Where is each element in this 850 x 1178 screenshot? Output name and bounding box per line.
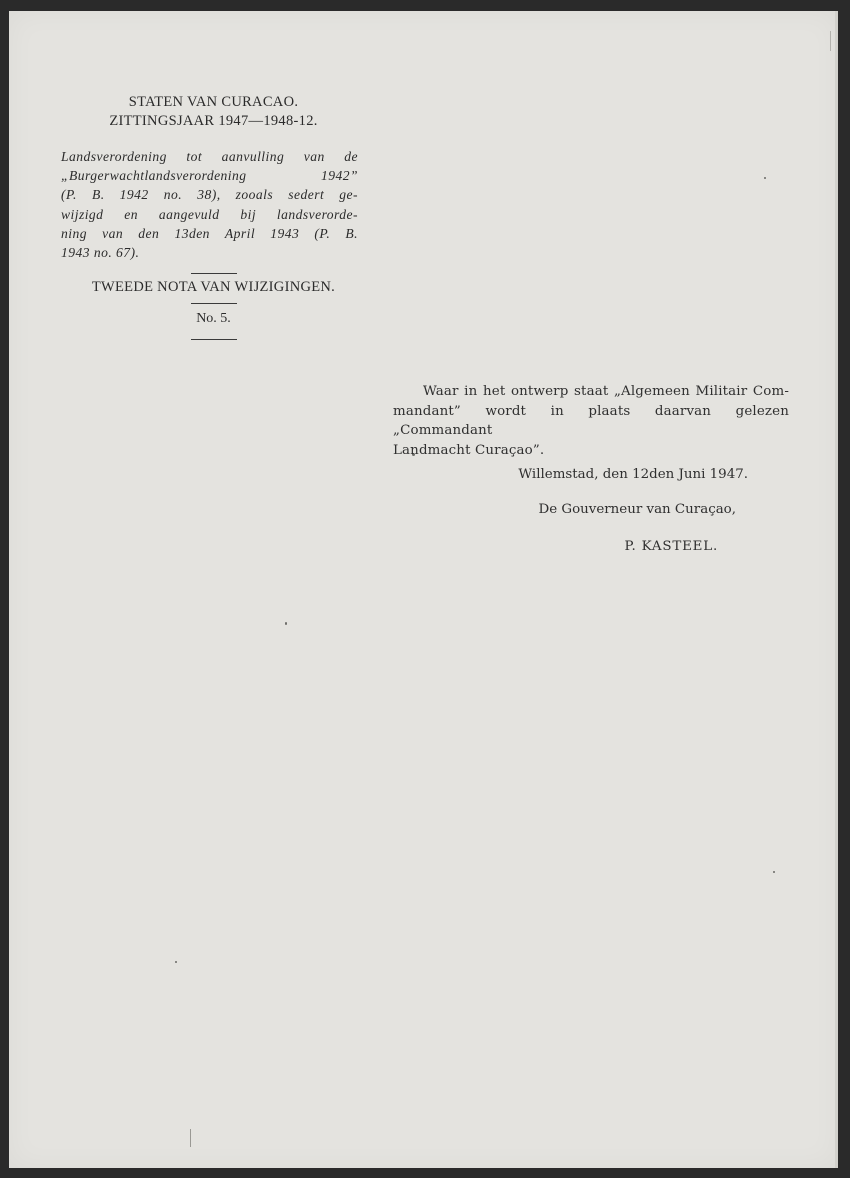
signer-name: P. KASTEEL. xyxy=(624,539,718,554)
subject-line: 1943 no. 67). xyxy=(61,245,140,261)
subject-line: wijzigd en aangevuld bij landsverorde- xyxy=(61,206,358,222)
document-header xyxy=(61,93,366,340)
dust-speck xyxy=(773,871,775,873)
assembly-title: STATEN VAN CURACAO. xyxy=(128,94,299,110)
dust-speck xyxy=(175,961,177,963)
subject-line: Landsverordening tot aanvulling van de xyxy=(61,149,358,164)
section-title: TWEEDE NOTA VAN WIJZIGINGEN. xyxy=(91,279,336,296)
dust-speck xyxy=(764,177,766,179)
subject-line: „Burgerwachtlandsverordening 1942” xyxy=(61,168,358,184)
body-line: Waar in het ontwerp staat „Algemeen Militair Com- xyxy=(423,384,789,399)
divider-rule xyxy=(191,273,237,274)
amendment-body xyxy=(393,382,793,460)
signer-title: De Gouverneur van Curaçao, xyxy=(538,502,736,517)
body-line: mandant” wordt in plaats daarvan gelezen „Commandant xyxy=(393,403,789,438)
amendment-paragraph xyxy=(393,382,789,460)
divider-rule xyxy=(191,339,237,340)
section-number: No. 5. xyxy=(196,311,231,327)
place-and-date: Willemstad, den 12den Juni 1947. xyxy=(518,467,748,482)
ordinance-subject xyxy=(61,147,366,262)
body-line: Landmacht Curaçao”. xyxy=(393,442,545,458)
subject-line: ning van den 13den April 1943 (P. B. xyxy=(61,225,358,241)
paper-mark xyxy=(190,1129,191,1147)
page-edge xyxy=(835,11,838,1168)
dust-speck xyxy=(285,622,287,625)
divider-rule xyxy=(191,303,237,304)
document-page xyxy=(9,11,838,1168)
session-title: ZITTINGSJAAR 1947—1948-12. xyxy=(109,113,318,129)
subject-line: (P. B. 1942 no. 38), zooals sedert ge- xyxy=(61,187,358,203)
paper-mark xyxy=(830,31,831,51)
